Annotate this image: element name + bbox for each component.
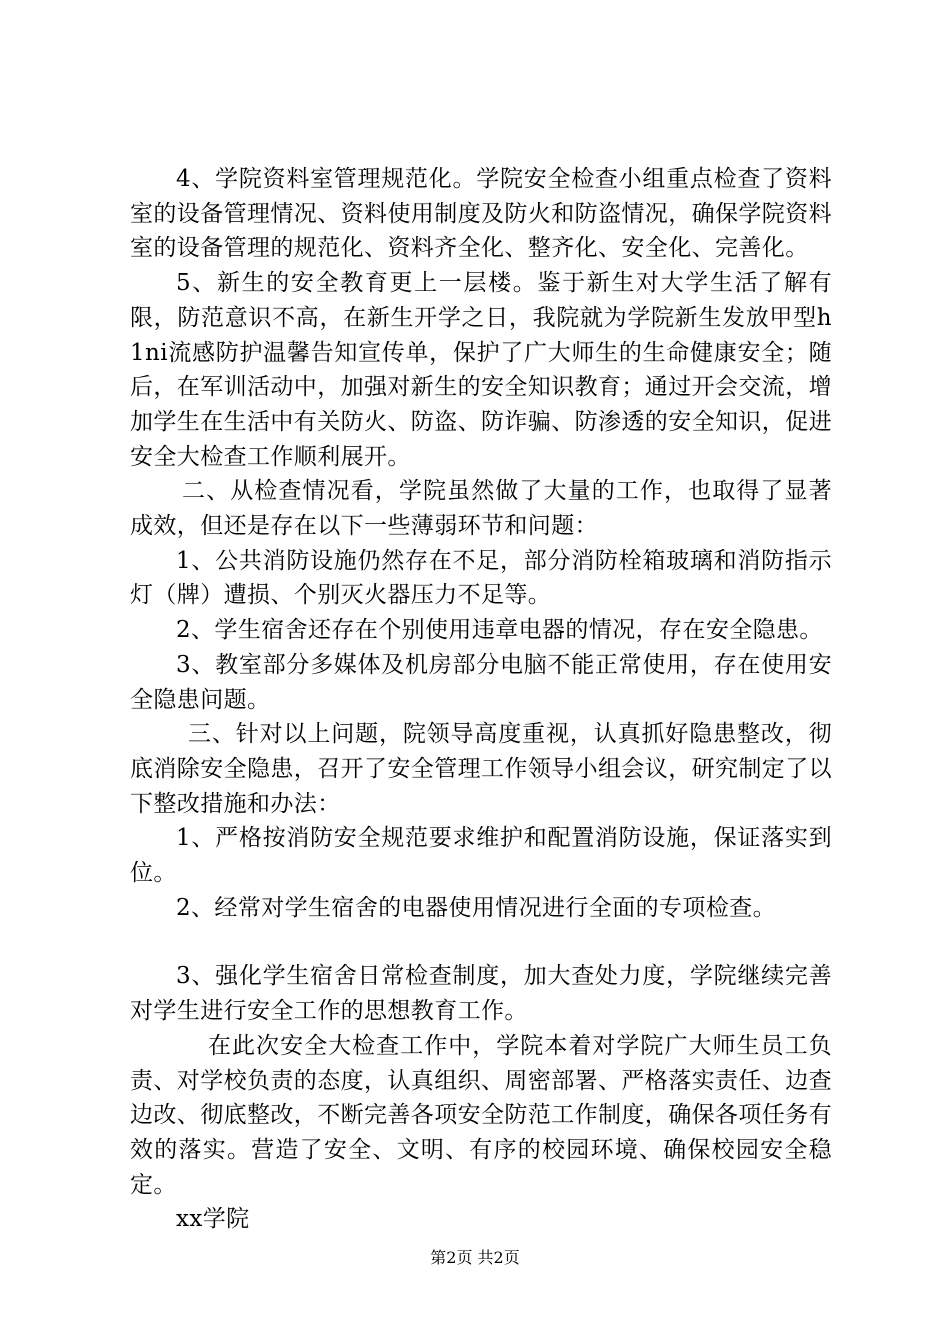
paragraph-section-two-problems: 二、从检查情况看，学院虽然做了大量的工作，也取得了显著成效，但还是存在以下一些薄弱环节和问题：: [130, 478, 832, 540]
signature-institution: xx学院: [176, 1206, 250, 1233]
paragraph-item-4-archive-room: 4、学院资料室管理规范化。学院安全检查小组重点检查了资料室的设备管理情况、资料使用制度及防火和防盗情况，确保学院资料室的设备管理的规范化、资料齐全化、整齐化、安全化、完善化。: [130, 166, 832, 262]
paragraph-section-three-measures: 三、针对以上问题，院领导高度重视，认真抓好隐患整改，彻底消除安全隐患，召开了安全管理工作领导小组会议，研究制定了以下整改措施和办法：: [130, 721, 832, 817]
document-body: [130, 162, 832, 1237]
paragraph-measure-1: 1、严格按消防安全规范要求维护和配置消防设施，保证落实到位。: [130, 825, 832, 887]
paragraph-measure-2: 2、经常对学生宿舍的电器使用情况进行全面的专项检查。: [176, 894, 777, 921]
paragraph-problem-2: 2、学生宿舍还存在个别使用违章电器的情况，存在安全隐患。: [176, 617, 823, 644]
page-number-footer: 第2页 共2页: [430, 1248, 520, 1267]
paragraph-item-5-freshman-safety: 5、新生的安全教育更上一层楼。鉴于新生对大学生活了解有限，防范意识不高，在新生开学之日，我院就为学院新生发放甲型h1ni流感防护温馨告知宣传单，保护了广大师生的生命健康安全；随后，在军训活动中，加强对新生的安全知识教育；通过开会交流，增加学生在生活中有关防火、防盗、防诈骗、防渗透的安全知识，促进安全大检查工作顺利展开。: [130, 270, 832, 470]
paragraph-measure-3: 3、强化学生宿舍日常检查制度，加大查处力度，学院继续完善对学生进行安全工作的思想教育工作。: [130, 963, 832, 1025]
blank-line: [130, 925, 832, 959]
paragraph-problem-1: 1、公共消防设施仍然存在不足，部分消防栓箱玻璃和消防指示灯（牌）遭损、个别灭火器压力不足等。: [130, 547, 832, 609]
paragraph-conclusion: 在此次安全大检查工作中，学院本着对学院广大师生员工负责、对学校负责的态度，认真组织、周密部署、严格落实责任、边查边改、彻底整改，不断完善各项安全防范工作制度，确保各项任务有效的落实。营造了安全、文明、有序的校园环境、确保校园安全稳定。: [130, 1032, 832, 1198]
paragraph-problem-3: 3、教室部分多媒体及机房部分电脑不能正常使用，存在使用安全隐患问题。: [130, 651, 832, 713]
